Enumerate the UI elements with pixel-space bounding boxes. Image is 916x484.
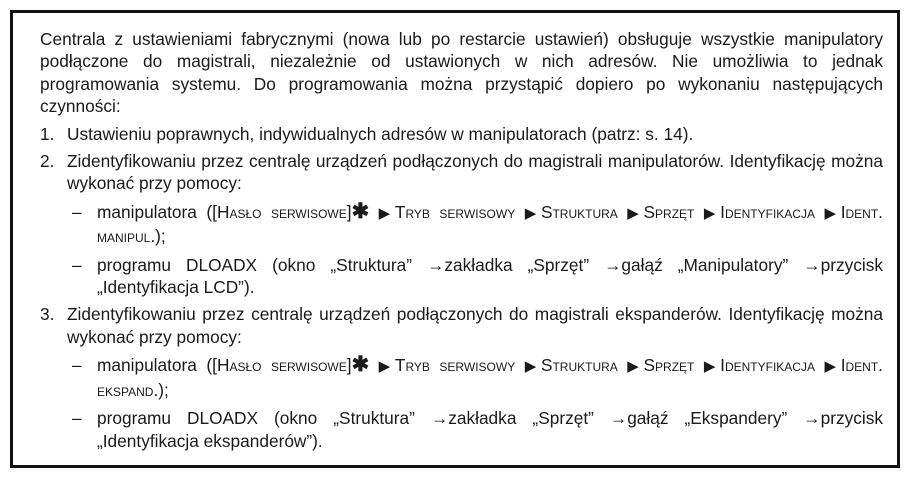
- arrow-right-icon: →: [604, 254, 622, 275]
- dloadx-path: programu DLOADX (okno „Struktura” →zakładka „Sprzęt” →gałąź „Manipulatory” →przycisk „Identyfikacja LCD”).: [97, 254, 883, 298]
- list-item-2: [40, 150, 883, 298]
- dash-bullet: –: [72, 254, 82, 275]
- triangle-right-icon: ▶: [524, 204, 541, 222]
- triangle-right-icon: ▶: [703, 204, 721, 222]
- menu-step: Ident. manipul.: [97, 201, 883, 247]
- intro-paragraph: Centrala z ustawieniami fabrycznymi (nowa lub po restarcie ustawień) obsługuje wszystkie manipulatory podłączone do magistrali, niezależnie od ustawionych w nich adresów. Nie umożliwia to jednak programowania systemu. Do programowania można przystąpić dopiero po wykonaniu następujących czynności:: [40, 29, 883, 117]
- item-text: Zidentyfikowaniu przez centralę urządzeń podłączonych do magistrali ekspanderów. Identyfikację można wykonać przy pomocy:: [67, 304, 883, 347]
- menu-step: Tryb serwisowy: [394, 355, 516, 376]
- triangle-right-icon: ▶: [378, 204, 395, 222]
- item-number: 2.: [40, 151, 55, 172]
- star-key-icon: ✱: [351, 199, 370, 223]
- star-key-icon: ✱: [351, 353, 370, 377]
- triangle-right-icon: ▶: [824, 358, 841, 376]
- sub-item-dloadx: [72, 407, 883, 452]
- menu-step: Hasło serwisowe: [216, 201, 347, 222]
- item-text: Ustawieniu poprawnych, indywidualnych adresów w manipulatorach (patrz: s. 14).: [67, 123, 694, 144]
- sub-item-dloadx: [72, 254, 883, 299]
- menu-step: Tryb serwisowy: [394, 201, 516, 222]
- menu-step: Struktura: [540, 355, 618, 376]
- arrow-right-icon: →: [609, 408, 628, 429]
- sub-item-keypad: [72, 201, 883, 248]
- item-text: Zidentyfikowaniu przez centralę urządzeń podłączonych do magistrali manipulatorów. Identyfikację można wykonać przy pomocy:: [67, 151, 883, 194]
- arrow-right-icon: →: [427, 254, 445, 275]
- dash-bullet: –: [72, 355, 82, 376]
- dloadx-path: programu DLOADX (okno „Struktura” →zakładka „Sprzęt” →gałąź „Ekspandery” →przycisk „Identyfikacja ekspanderów”).: [97, 408, 883, 451]
- arrow-right-icon: →: [430, 408, 449, 429]
- triangle-right-icon: ▶: [524, 358, 541, 376]
- list-item-1: [40, 123, 883, 145]
- list-item-3: [40, 303, 883, 451]
- text-frame: [10, 10, 900, 468]
- menu-step: Sprzęt: [643, 201, 695, 222]
- item-number: 3.: [40, 304, 55, 325]
- menu-step: Ident. ekspand.: [97, 355, 883, 400]
- keypad-menu-path: manipulatora ([Hasło serwisowe]✱ ▶Tryb serwisowy ▶Struktura ▶Sprzęt ▶Identyfikacja ▶Ident. manipul.);: [97, 199, 883, 247]
- arrow-right-icon: →: [803, 408, 821, 429]
- triangle-right-icon: ▶: [627, 358, 644, 376]
- menu-step: Identyfikacja: [720, 201, 815, 222]
- document-content: [40, 28, 883, 452]
- sub-item-keypad: [72, 354, 883, 401]
- menu-step: Struktura: [540, 201, 618, 222]
- arrow-right-icon: →: [803, 254, 821, 275]
- keypad-menu-path: manipulatora ([Hasło serwisowe]✱ ▶Tryb serwisowy ▶Struktura ▶Sprzęt ▶Identyfikacja ▶Ident. ekspand.);: [97, 353, 883, 400]
- item-number: 1.: [40, 123, 55, 144]
- dash-bullet: –: [72, 201, 82, 222]
- triangle-right-icon: ▶: [627, 204, 644, 222]
- triangle-right-icon: ▶: [378, 358, 395, 376]
- triangle-right-icon: ▶: [703, 358, 721, 376]
- dash-bullet: –: [72, 408, 82, 429]
- menu-step: Hasło serwisowe: [216, 355, 347, 376]
- triangle-right-icon: ▶: [824, 204, 841, 222]
- menu-step: Identyfikacja: [720, 355, 815, 376]
- menu-step: Sprzęt: [643, 355, 695, 376]
